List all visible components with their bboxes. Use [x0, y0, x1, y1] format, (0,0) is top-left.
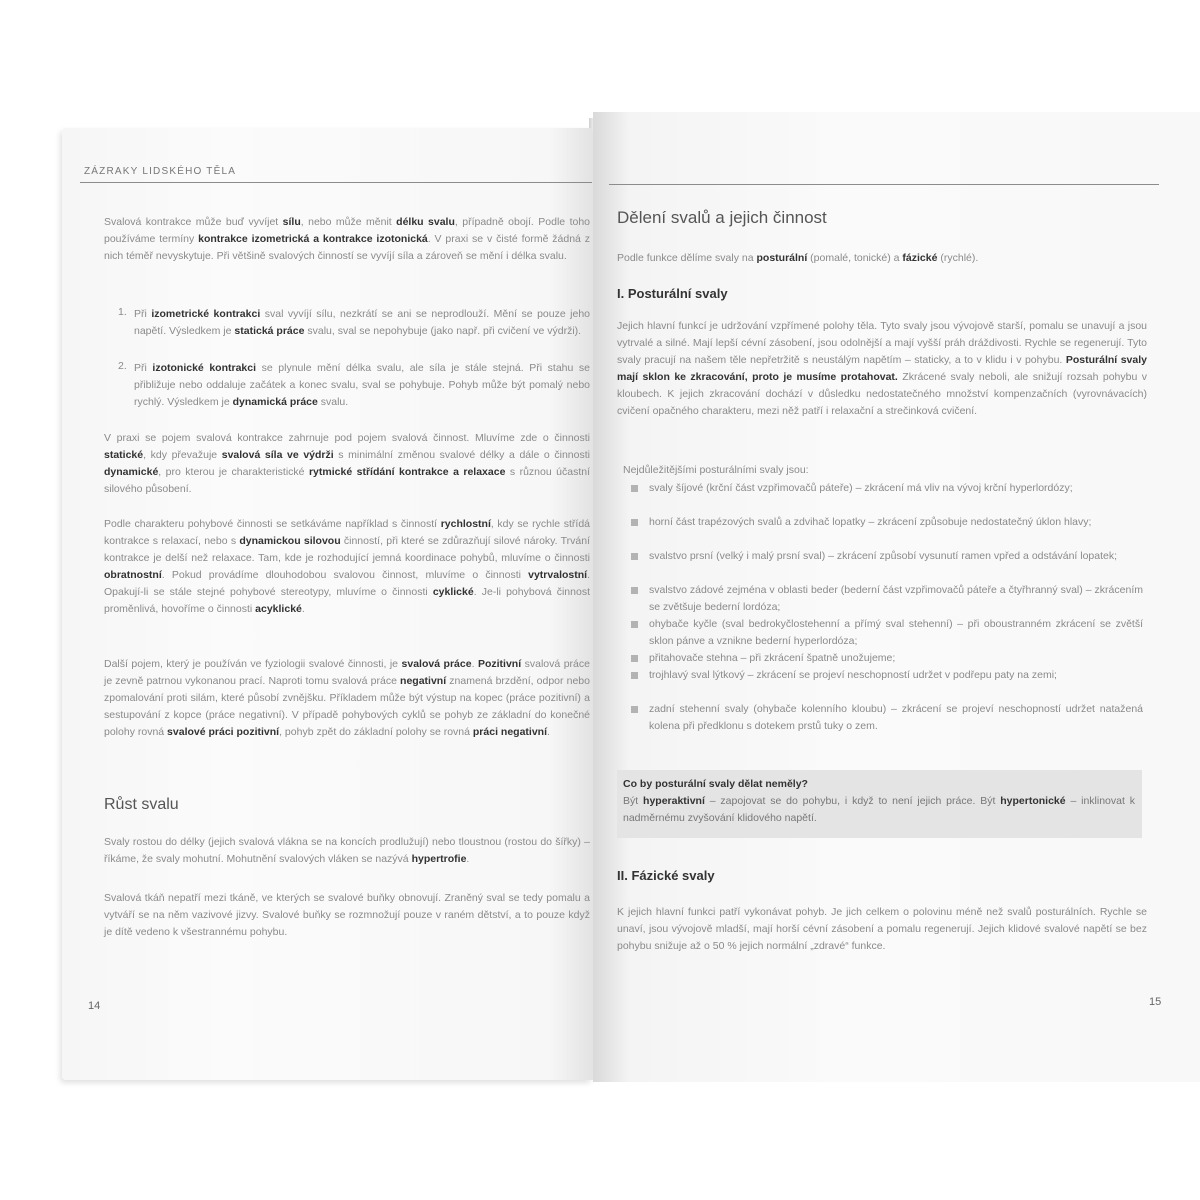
- bold-term: negativní: [400, 675, 447, 687]
- page-number: 15: [1149, 996, 1162, 1008]
- bold-term: vytrvalostní: [528, 569, 588, 581]
- intro-paragraph: Svalová kontrakce může buď vyvíjet sílu, nebo může měnit délku svalu, případně obojí. Podle toho používáme termíny kontrakce izometrická a kontrakce izotonická. V praxi se v čisté formě žádná z nich téměř nevyskytuje. Při většině svalových činností se vyvíjí síla a zároveň se mění i délka svalu.: [104, 216, 591, 262]
- bullet-marker: [631, 706, 638, 713]
- bold-term: cyklické: [432, 586, 474, 598]
- header-rule: [80, 182, 592, 183]
- growth-paragraph: Svaly rostou do délky (jejich svalová vlákna se na koncích prodlužují) nebo tloustnou (rostou do šířky) – říkáme, že svaly mohutní. Mohutnění svalových vláken se nazývá hypertrofie.: [104, 836, 590, 865]
- bold-term: acyklické: [255, 603, 302, 615]
- bold-term: statická práce: [234, 325, 305, 337]
- list-item: Při izometrické kontrakci sval vyvíjí sílu, nezkrátí se ani se neprodlouží. Mění se pouze jeho napětí. Výsledkem je statická práce svalu, sval se nepohybuje (jako např. při cvičení ve výdrži).: [134, 308, 590, 337]
- paragraph-activity: V praxi se pojem svalová kontrakce zahrnuje pod pojem svalová činnost. Mluvíme zde o činnosti statické, kdy převažuje svalová síla ve výdrži s minimální změnou svalové délky a dále o činnosti dynamické, pro kterou je charakteristické rytmické střídání kontrakce a relaxace s různou účastní silového působení.: [104, 432, 591, 495]
- bullet-item: ohybače kyčle (sval bedrokyčlostehenní a přímý sval stehenní) – při oboustranném zkrácení se zvětší sklon pánve a vznikne bederní hyperlordóza;: [649, 618, 1143, 647]
- bullet-item: svaly šíjové (krční část vzpřimovačů páteře) – zkrácení má vliv na vývoj krční hyperlordózy;: [649, 482, 1073, 494]
- section-title: Růst svalu: [104, 796, 179, 813]
- callout-question: Co by posturální svaly dělat neměly?: [623, 778, 808, 790]
- section-heading: I. Posturální svaly: [617, 286, 728, 301]
- right-page: [593, 112, 1200, 1082]
- bold-term: svalové práci pozitivní: [167, 726, 280, 738]
- list-number: 1.: [118, 306, 127, 318]
- bullet-marker: [631, 553, 638, 560]
- bullet-marker: [631, 587, 638, 594]
- callout-text: Být hyperaktivní – zapojovat se do pohybu, i když to není jejich práce. Být hypertonické – inklinovat k nadměrnému zvyšování klidového napětí.: [623, 795, 1135, 824]
- bold-term: svalová práce: [401, 658, 472, 670]
- bullet-item: svalstvo prsní (velký i malý prsní sval) – zkrácení způsobí vysunutí ramen vpřed a odstávání lopatek;: [649, 550, 1118, 562]
- bullet-item: horní část trapézových svalů a zdvihač lopatky – zkrácení způsobuje nedostatečný úklon hlavy;: [649, 516, 1092, 528]
- page-number: 14: [88, 1000, 101, 1012]
- section-paragraph: K jejich hlavní funkci patří vykonávat pohyb. Je jich celkem o polovinu méně než svalů posturálních. Rychle se unaví, jsou vývojově mladší, mají horší cévní zásobení a pomalu regenerují. Jejich klidové svalové napětí se bez pohybu snižuje až o 50 % jejich normální „zdravé“ funkce.: [617, 906, 1147, 952]
- running-head: ZÁZRAKY LIDSKÉHO TĚLA: [84, 166, 237, 177]
- bold-term: hypertonické: [1000, 795, 1066, 807]
- paragraph-character: Podle charakteru pohybové činnosti se setkáváme například s činností rychlostní, kdy se rychle střídá kontrakce s relaxací, nebo s dynamickou silovou činností, při které se zdůrazňují silové nároky. Trvání kontrakce je delší než relaxace. Tam, kde je rozhodující jemná koordinace pohybů, mluvíme o činnosti obratnostní. Pokud provádíme dlouhodobou svalovou činnost, mluvíme o činnosti vytrvalostní. Opakují-li se stále stejné pohybové stereotypy, mluvíme o činnosti cyklické. Je-li pohybová činnost proměnlivá, hovoříme o činnosti acyklické.: [104, 518, 590, 615]
- bold-term: posturální: [756, 252, 808, 264]
- bold-term: rytmické střídání kontrakce a relaxace: [308, 466, 506, 478]
- paragraph-work: Další pojem, který je používán ve fyziologii svalové činnosti, je svalová práce. Pozitivní svalová práce je zevně patrnou vykonanou prací. Naproti tomu svalová práce negativní znamená brzdění, odpor nebo zpomalování proti silám, které působí zvnějšku. Příkladem může být výstup na kopec (práce pozitivní) a sestupování z kopce (práce negativní). V případě pohybových cyklů se pohyb ze základní do konečné polohy rovná svalové práci pozitivní, pohyb zpět do základní polohy se rovná práci negativní.: [104, 658, 590, 738]
- bold-term: Pozitivní: [477, 658, 522, 670]
- header-rule: [609, 184, 1159, 185]
- bold-term: hyperaktivní: [643, 795, 705, 807]
- bold-term: dynamická práce: [232, 396, 318, 408]
- bullet-marker: [631, 672, 638, 679]
- bullet-item: svalstvo zádové zejména v oblasti beder (bederní část vzpřimovačů páteře a čtyřhranný sval) – zkrácením se zvětšuje bederní lordóza;: [649, 584, 1143, 613]
- bold-term: délku svalu: [396, 216, 455, 228]
- bold-term: Posturální svaly mají sklon ke zkracování, proto je musíme protahovat.: [617, 354, 1147, 383]
- callout-box: [617, 770, 1142, 838]
- bold-term: obratnostní: [104, 569, 162, 581]
- bold-term: dynamické: [104, 466, 159, 478]
- bullet-marker: [631, 655, 638, 662]
- bold-term: kontrakce izometrická a kontrakce izotonická: [198, 233, 428, 245]
- bullet-item: přitahovače stehna – při zkrácení špatně unožujeme;: [649, 652, 896, 664]
- bold-term: hypertrofie: [411, 853, 467, 865]
- section-paragraph: Jejich hlavní funkcí je udržování vzpřímené polohy těla. Tyto svaly jsou vývojově starší, pomalu se unavují a jsou vytrvalé a silné. Mají lepší cévní zásobení, jsou odolnější a mají vyšší práh dráždivosti. Rychle se regenerují. Tyto svaly pracují na našem těle nepřetržitě s neustálým napětím – staticky, a to v klidu i v pohybu. Posturální svaly mají sklon ke zkracování, proto je musíme protahovat. Zkrácené svaly neboli, ale snižují rozsah pohybu v kloubech. K jejich zkracování dochází v důsledku nedostatečného množství kompenzačních (vyrovnávacích) cvičení opačného charakteru, mezi něž patří i relaxační a strečinková cvičení.: [617, 320, 1147, 417]
- bullet-item: zadní stehenní svaly (ohybače kolenního kloubu) – zkrácení se projeví neschopností udržet natažená kolena při předklonu s dotekem prstů tuky o zem.: [649, 703, 1143, 732]
- bullet-marker: [631, 519, 638, 526]
- bold-term: izotonické kontrakci: [152, 362, 257, 374]
- bullet-item: trojhlavý sval lýtkový – zkrácení se projeví neschopností udržet v podřepu paty na zemi;: [649, 669, 1057, 681]
- bold-term: fázické: [902, 252, 938, 264]
- bold-term: statické: [104, 449, 144, 461]
- section-heading: II. Fázické svaly: [617, 868, 715, 883]
- intro-paragraph: Podle funkce dělíme svaly na posturální (pomalé, tonické) a fázické (rychlé).: [617, 252, 979, 264]
- growth-paragraph: Svalová tkáň nepatří mezi tkáně, ve kterých se svalové buňky obnovují. Zraněný sval se tedy pomalu a vytváří se na něm vazivové jizvy. Svalové buňky se rozmnožují pouze v raném dětství, a to pouze když je dítě vedeno k všestrannému pohybu.: [104, 892, 590, 938]
- bullet-marker: [631, 621, 638, 628]
- list-number: 2.: [118, 360, 127, 372]
- list-item: Při izotonické kontrakci se plynule mění délka svalu, ale síla je stále stejná. Při stahu se přibližuje nebo oddaluje začátek a konec svalu, sval se pohybuje. Pohyb může být pomalý nebo rychlý. Výsledkem je dynamická práce svalu.: [134, 362, 590, 408]
- left-page: [62, 128, 592, 1080]
- bold-term: práci negativní: [472, 726, 547, 738]
- list-intro: Nejdůležitějšími posturálními svaly jsou:: [623, 464, 809, 476]
- page-title: Dělení svalů a jejich činnost: [617, 208, 827, 227]
- bold-term: dynamickou silovou: [239, 535, 341, 547]
- bold-term: izometrické kontrakci: [151, 308, 261, 320]
- bold-term: sílu: [282, 216, 301, 228]
- bullet-marker: [631, 485, 638, 492]
- bold-term: rychlostní: [440, 518, 491, 530]
- bold-term: svalová síla ve výdrži: [221, 449, 334, 461]
